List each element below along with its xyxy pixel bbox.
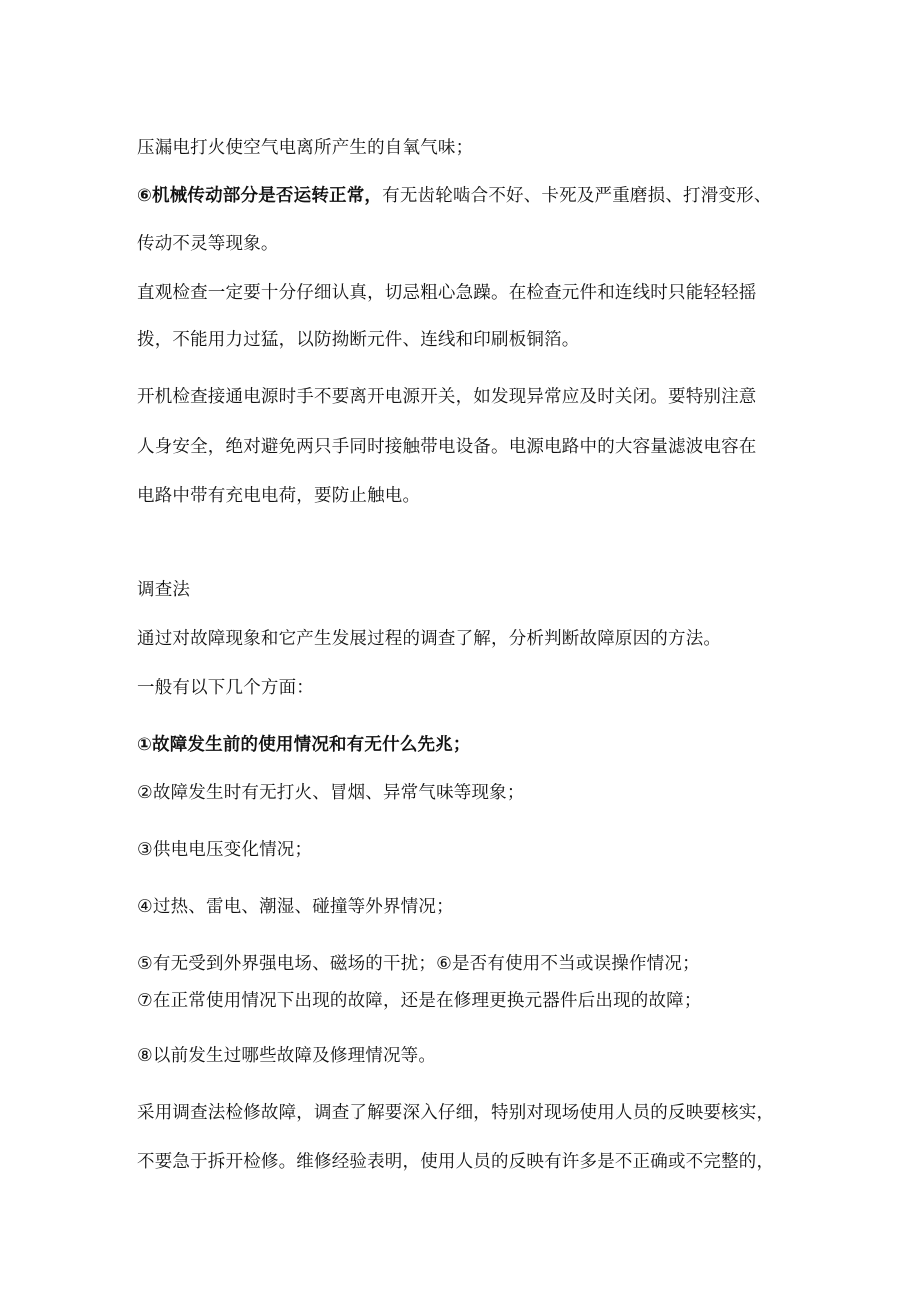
text-line: 采用调查法检修故障，调查了解要深入仔细，特别对现场使用人员的反映要核实，: [137, 1103, 775, 1123]
list-item: ③供电电压变化情况；: [137, 840, 313, 860]
list-item: ⑦在正常使用情况下出现的故障，还是在修理更换元器件后出现的故障；: [137, 991, 702, 1011]
text-line: 人身安全，绝对避免两只手同时接触带电设备。电源电路中的大容量滤波电容在: [137, 437, 757, 457]
text-span: 有无齿轮啮合不好、卡死及严重磨损、打滑变形、: [382, 186, 772, 206]
list-item: ①故障发生前的使用情况和有无什么先兆；: [137, 735, 471, 755]
list-item: ⑤有无受到外界强电场、磁场的干扰；⑥是否有使用不当或误操作情况；: [137, 954, 700, 974]
text-line: 不要急于拆开检修。维修经验表明，使用人员的反映有许多是不正确或不完整的，: [137, 1152, 775, 1172]
list-item: ②故障发生时有无打火、冒烟、异常气味等现象；: [137, 783, 525, 803]
text-line: 传动不灵等现象。: [137, 234, 279, 254]
text-line: 电路中带有充电电荷，要防止触电。: [137, 486, 421, 506]
text-line: 开机检查接通电源时手不要离开电源开关，如发现异常应及时关闭。要特别注意: [137, 387, 757, 407]
text-line: 拨，不能用力过猛，以防拗断元件、连线和印刷板铜箔。: [137, 330, 580, 350]
section-heading: 调查法: [137, 580, 191, 600]
text-line: [137, 184, 772, 208]
text-line: 一般有以下几个方面：: [137, 678, 314, 698]
text-line: 通过对故障现象和它产生发展过程的调查了解，分析判断故障原因的方法。: [137, 629, 722, 649]
text-line: 直观检查一定要十分仔细认真，切忌粗心急躁。在检查元件和连线时只能轻轻摇: [137, 283, 757, 303]
list-item: ④过热、雷电、潮湿、碰撞等外界情况；: [137, 897, 454, 917]
list-item: ⑧以前发生过哪些故障及修理情况等。: [137, 1046, 437, 1066]
bold-lead: ⑥机械传动部分是否运转正常，: [137, 186, 383, 206]
text-line: 压漏电打火使空气电离所产生的自氧气味；: [137, 138, 474, 158]
